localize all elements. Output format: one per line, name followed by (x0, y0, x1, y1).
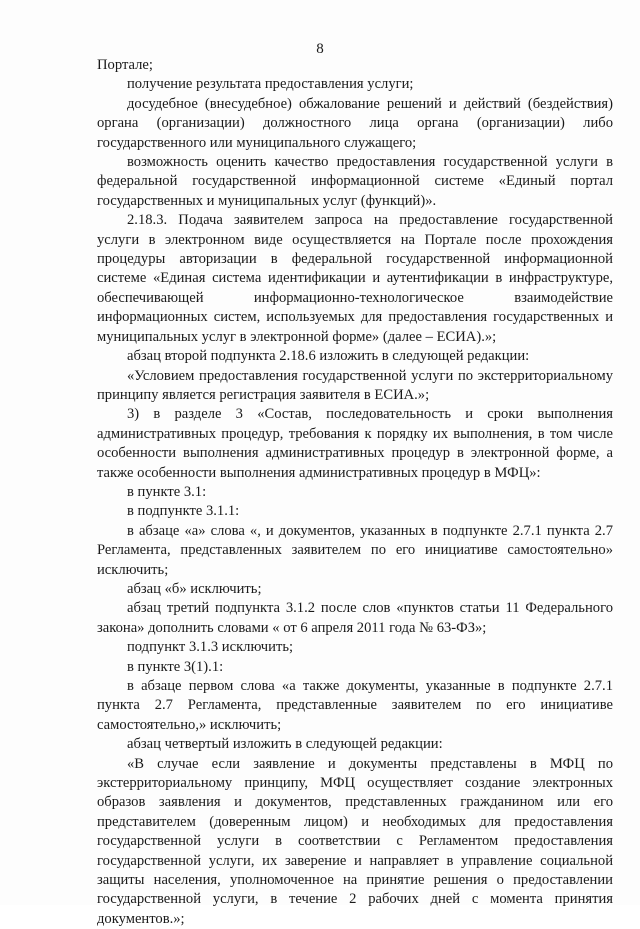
paragraph: возможность оценить качество предоставления государственной услуги в федеральной государственной информационной системе «Единый портал государственных и муниципальных услуг (функций)». (97, 154, 613, 209)
paragraph: получение результата предоставления услуги; (127, 76, 414, 93)
paragraph: подпункт 3.1.3 исключить; (127, 639, 294, 656)
paragraph: в пункте 3.1: (127, 483, 207, 500)
paragraph: «В случае если заявление и документы представлены в МФЦ по экстерриториальному принципу, МФЦ осуществляет создание электронных образов заявления и документов, представленных гражданином или его представителем (доверенным лицом) и необходимых для предоставления государственной услуги в соответствии с Регламентом предоставления государственной услуги, их заверение и направляет в управление социальной защиты населения, уполномоченное на принятие решения о предоставлении государственной услуги, в течение 2 рабочих дней с момента принятия документов.»; (97, 755, 613, 927)
paragraph: в подпункте 3.1.1: (127, 503, 240, 520)
paragraph: 2.18.3. Подача заявителем запроса на предоставление государственной услуги в электронном виде осуществляется на Портале после прохождения процедуры авторизации в федеральной государственной информационной системе «Единая система идентификации и аутентификации в инфраструктуре, обеспечивающей информационно-технологическое взаимодействие информационных систем, используемых для предоставления государственных и муниципальных услуг в электронной форме» (далее – ЕСИА).»; (97, 212, 613, 345)
paragraph: «Условием предоставления государственной услуги по экстерриториальному принципу является регистрация заявителя в ЕСИА.»; (97, 367, 613, 403)
page-number: 8 (316, 41, 324, 57)
paragraph: досудебное (внесудебное) обжалование решений и действий (бездействия) органа (организации) должностного лица органа (организации) либо государственного или муниципального служащего; (97, 95, 613, 151)
document-body (97, 56, 613, 929)
paragraph: абзац «б» исключить; (127, 580, 262, 597)
paragraph: 3) в разделе 3 «Состав, последовательность и сроки выполнения административных процедур, требования к порядку их выполнения, в том числе особенности выполнения административных процедур в электронной форме, а также особенности выполнения административных процедур в МФЦ»: (97, 406, 613, 481)
paragraph: Портале; (97, 57, 153, 73)
paragraph: в абзаце первом слова «а также документы, указанные в подпункте 2.7.1 пункта 2.7 Регламента, представленные заявителем по его инициативе самостоятельно,» исключить; (97, 678, 613, 733)
paragraph: абзац четвертый изложить в следующей редакции: (127, 736, 443, 753)
paragraph: абзац третий подпункта 3.1.2 после слов «пунктов статьи 11 Федерального закона» дополнить словами « от 6 апреля 2011 года № 63-ФЗ»; (97, 600, 613, 636)
paragraph: в пункте 3(1).1: (127, 658, 224, 675)
paragraph: в абзаце «а» слова «, и документов, указанных в подпункте 2.7.1 пункта 2.7 Регламента, представленных заявителем по его инициативе самостоятельно» исключить; (97, 522, 613, 578)
paragraph: абзац второй подпункта 2.18.6 изложить в следующей редакции: (127, 348, 530, 365)
